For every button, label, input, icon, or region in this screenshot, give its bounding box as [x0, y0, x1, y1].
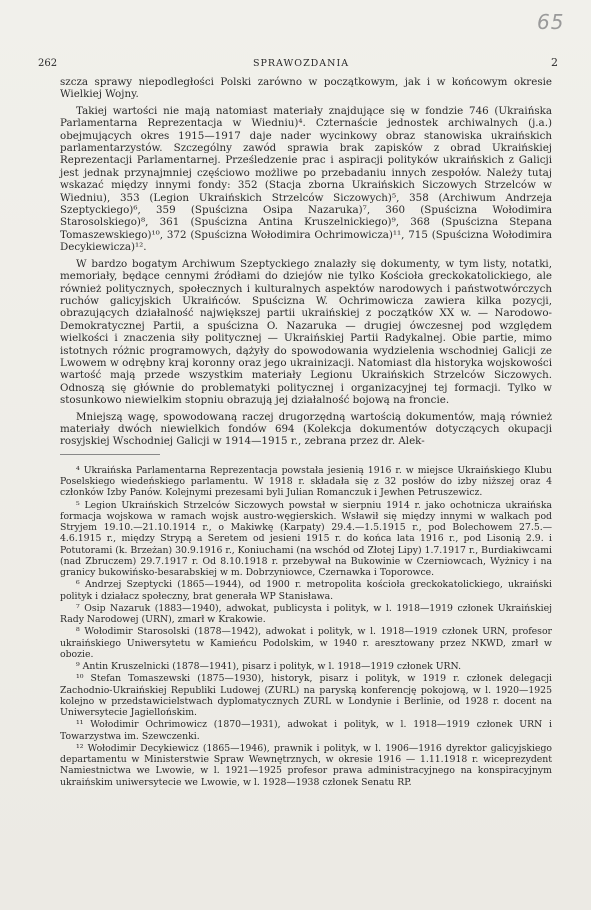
footnote-5: ⁵ Legion Ukraińskich Strzelców Siczowych powstał w sierpniu 1914 r. jako ochotnicza ukraińska formacja wojskowa w ramach wojsk austro-węgierskich. Wsławił się między innymi w walkach pod Stryjem 19.10.—21.10.1914 r., o Makiwkę (Karpaty) 29.4.—1.5.1915 r., pod Bolechowem 27.5.—4.6.1915 r., między Strypą a Seretem od jesieni 1915 r. do końca lata 1916 r., pod Lisonią 2.9. i Potutorami (k. Brzeżan) 30.9.1916 r., Koniuchami (na wschód od Złotej Lipy) 1.7.1917 r., Burdiakiwcami (nad Zbruczem) 29.7.1917 r. Od 8.10.1918 r. przebywał na Bukowinie w Czerniowcach, Wyżnicy i na granicy bukowińsko-besarabskiej w m. Dobrzyniowce, Czernawka i Toporowce. — [60, 499, 553, 579]
footnote-6: ⁶ Andrzej Szeptycki (1865—1944), od 1900 r. metropolita kościoła greckokatolickiego, ukraiński polityk i działacz społeczny, brat generała WP Stanisława. — [60, 579, 552, 602]
footnote-10: ¹⁰ Stefan Tomaszewski (1875—1930), historyk, pisarz i polityk, w 1919 r. członek delegacji Zachodnio-Ukraińskiej Republiki Ludowej (ZURL) na paryską konferencję pokojową, w l. 1920—1925 kolejno w przedstawicielstwach dyplomatycznych ZURL w Londynie i Berlinie, od 1928 r. docent na Uniwersytecie Jagiellońskim. — [60, 673, 552, 719]
paragraph-3: W bardzo bogatym Archiwum Szeptyckiego znalazły się dokumenty, w tym listy, notatki, memoriały, będące cennymi źródłami do dziejów nie tylko Kościoła greckokatolickiego, ale również politycznych, społecznych i kulturalnych aspektów narodowych i państwotwórczych ruchów galicyjskich Ukraińców. Spuścizna W. Ochrimowicza zawiera kilka pozycji, obrazujących działalność największej partii ukraińskiej z początków XX w. — Narodowo-Demokratycznej Partii, a spuścizna O. Nazaruka — drugiej ówczesnej pod względem wielkości i znaczenia siły politycznej — Ukraińskiej Partii Radykalnej. Obie partie, mimo istotnych różnic programowych, dążyły do spowodowania wydzielenia wschodniej Galicji ze Lwowem w odrębny kraj koronny oraz jego ukrainizacji. Natomiast dla historyka wojskowości wartość mają przede wszystkim materiały Legionu Ukraińskich Strzelców Siczowych. Odnoszą się głównie do problematyki politycznej i organizacyjnej tej formacji. Tylko w stosunkowo niewielkim stopniu obrazują jej działalność bojową na froncie. — [60, 257, 552, 407]
paragraph-2: Takiej wartości nie mają natomiast materiały znajdujące się w fondzie 746 (Ukraińska Parlamentarna Reprezentacja w Wiedniu)⁴. Czternaście jednostek archiwalnych (j.a.) obejmujących okres 1915—1917 daje nader wycinkowy obraz stanowiska ukraińskich parlamentarzystów. Szczególny zawód sprawia brak zapisków z obrad Ukraińskiej Reprezentacji Parlamentarnej. Prześledzenie prac i aspiracji polityków ukraińskich z Galicji jest jednak przynajmniej częściowo możliwe po przebadaniu innych zespołów. Należy tutaj wskazać między innymi fondy: 352 (Stacja zborna Ukraińskich Siczowych Strzelców w Wiedniu), 353 (Legion Ukraińskich Strzelców Siczowych)⁵, 358 (Archiwum Andrzeja Szeptyckiego)⁶, 359 (Spuścizna Osipa Nazaruka)⁷, 360 (Spuścizna Wołodimira Starosolskiego)⁸, 361 (Spuścizna Antina Kruszelnickiego)⁹, 368 (Spuścizna Stepana Tomaszewskiego)¹⁰, 372 (Spuścizna Wołodimira Ochrimowicza)¹¹, 715 (Spuścizna Wołodimira Decykiewicza)¹². — [60, 104, 552, 254]
body-text — [60, 76, 552, 789]
corner-mark: 2 — [551, 56, 558, 69]
footnotes — [60, 465, 552, 788]
paragraph-4: Mniejszą wagę, spowodowaną raczej drugorzędną wartością dokumentów, mają również materiały dwóch niewielkich fondów 694 (Kolekcja dokumentów dotyczących okupacji rosyjskiej Wschodniej Galicji w 1914—1915 r., zebrana przez dr. Alek- — [60, 410, 552, 448]
footnote-9: ⁹ Antin Kruszelnicki (1878—1941), pisarz i polityk, w l. 1918—1919 członek URN. — [76, 661, 462, 673]
footnote-7: ⁷ Osip Nazaruk (1883—1940), adwokat, publicysta i polityk, w l. 1918—1919 członek Ukraińskiej Rady Narodowej (URN), zmarł w Krakowie. — [60, 602, 552, 626]
footnote-11: ¹¹ Wołodimir Ochrimowicz (1870—1931), adwokat i polityk, w l. 1918—1919 członek URN i Towarzystwa im. Szewczenki. — [60, 719, 552, 742]
footnote-separator — [60, 454, 160, 455]
page-header — [38, 58, 558, 72]
footnote-4: ⁴ Ukraińska Parlamentarna Reprezentacja powstała jesienią 1916 r. w miejsce Ukraińskiego Klubu Poselskiego wiedeńskiego parlamentu. W 1918 r. składała się z 32 posłów do izby niższej oraz 4 członków Izby Panów. Kolejnymi prezesami byli Julian Romanczuk i Jewhen Petruszewicz. — [60, 464, 552, 499]
paragraph-1: szcza sprawy niepodległości Polski zarówno w początkowym, jak i w końcowym okresie Wielkiej Wojny. — [60, 76, 552, 101]
footnote-12: ¹² Wołodimir Decykiewicz (1865—1946), prawnik i polityk, w l. 1906—1916 dyrektor galicyjskiego departamentu w Ministerstwie Spraw Wewnętrznych, w okresie 1916 — 1.11.1918 r. wiceprezydent Namiestnictwa we Lwowie, w l. 1921—1925 profesor prawa administracyjnego na konspiracyjnym ukraińskim uniwersytecie we Lwowie, w l. 1928—1938 członek Senatu RP. — [60, 742, 552, 788]
page-number: 262 — [38, 58, 58, 69]
running-title: SPRAWOZDANIA — [253, 58, 350, 69]
handwritten-page-number: 65 — [537, 10, 565, 34]
footnote-8: ⁸ Wołodimir Starosolski (1878—1942), adwokat i polityk, w l. 1918—1919 członek URN, profesor ukraińskiego Uniwersytetu w Kamieńcu Podolskim, w 1940 r. aresztowany przez NKWD, zmarł w obozie. — [60, 626, 552, 660]
